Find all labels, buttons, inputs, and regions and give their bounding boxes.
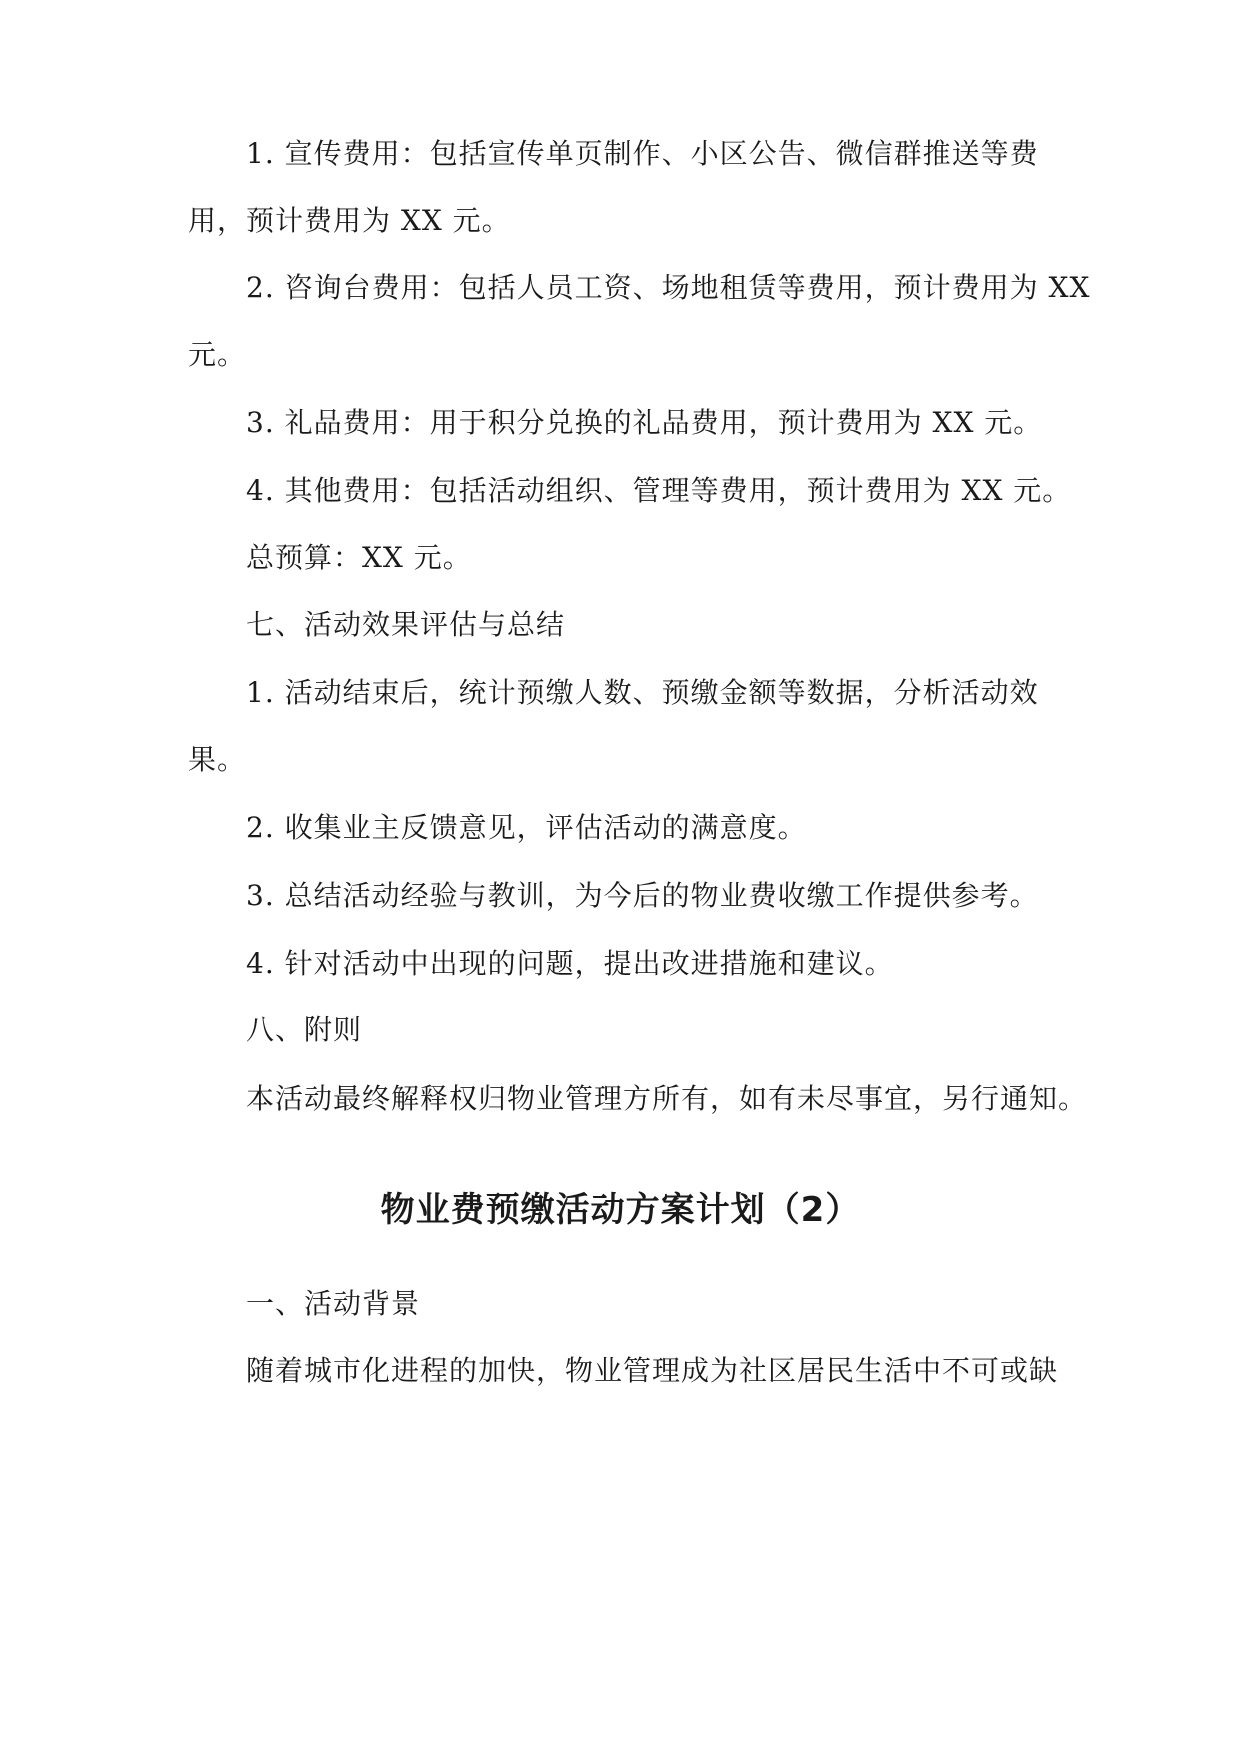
section-7-heading: 七、活动效果评估与总结: [246, 608, 566, 641]
section-8-text: 本活动最终解释权归物业管理方所有，如有未尽事宜，另行通知。: [246, 1082, 1088, 1115]
section-8-heading: 八、附则: [246, 1013, 363, 1046]
budget-total: 总预算：XX 元。: [246, 541, 472, 574]
section-7-item-4: 4. 针对活动中出现的问题，提出改进措施和建议。: [246, 947, 894, 980]
budget-item-3: 3. 礼品费用：用于积分兑换的礼品费用，预计费用为 XX 元。: [246, 406, 1043, 439]
page-title: 物业费预缴活动方案计划（2）: [380, 1190, 861, 1230]
section-7-item-1-line-1: 1. 活动结束后，统计预缴人数、预缴金额等数据，分析活动效: [246, 676, 1039, 709]
budget-item-4: 4. 其他费用：包括活动组织、管理等费用，预计费用为 XX 元。: [246, 474, 1072, 507]
section-7-item-1-line-2: 果。: [188, 743, 247, 776]
section-7-item-2: 2. 收集业主反馈意见，评估活动的满意度。: [246, 811, 807, 844]
section-7-item-3: 3. 总结活动经验与教训，为今后的物业费收缴工作提供参考。: [246, 879, 1039, 912]
plan2-section-1-text: 随着城市化进程的加快，物业管理成为社区居民生活中不可或缺: [246, 1354, 1059, 1387]
budget-item-1-line-2: 用，预计费用为 XX 元。: [188, 204, 511, 237]
budget-item-2-line-2: 元。: [188, 338, 247, 371]
budget-item-1-line-1: 1. 宣传费用：包括宣传单页制作、小区公告、微信群推送等费: [246, 137, 1039, 170]
plan2-section-1-heading: 一、活动背景: [246, 1287, 421, 1320]
budget-item-2-line-1: 2. 咨询台费用：包括人员工资、场地租赁等费用，预计费用为 XX: [246, 271, 1091, 304]
